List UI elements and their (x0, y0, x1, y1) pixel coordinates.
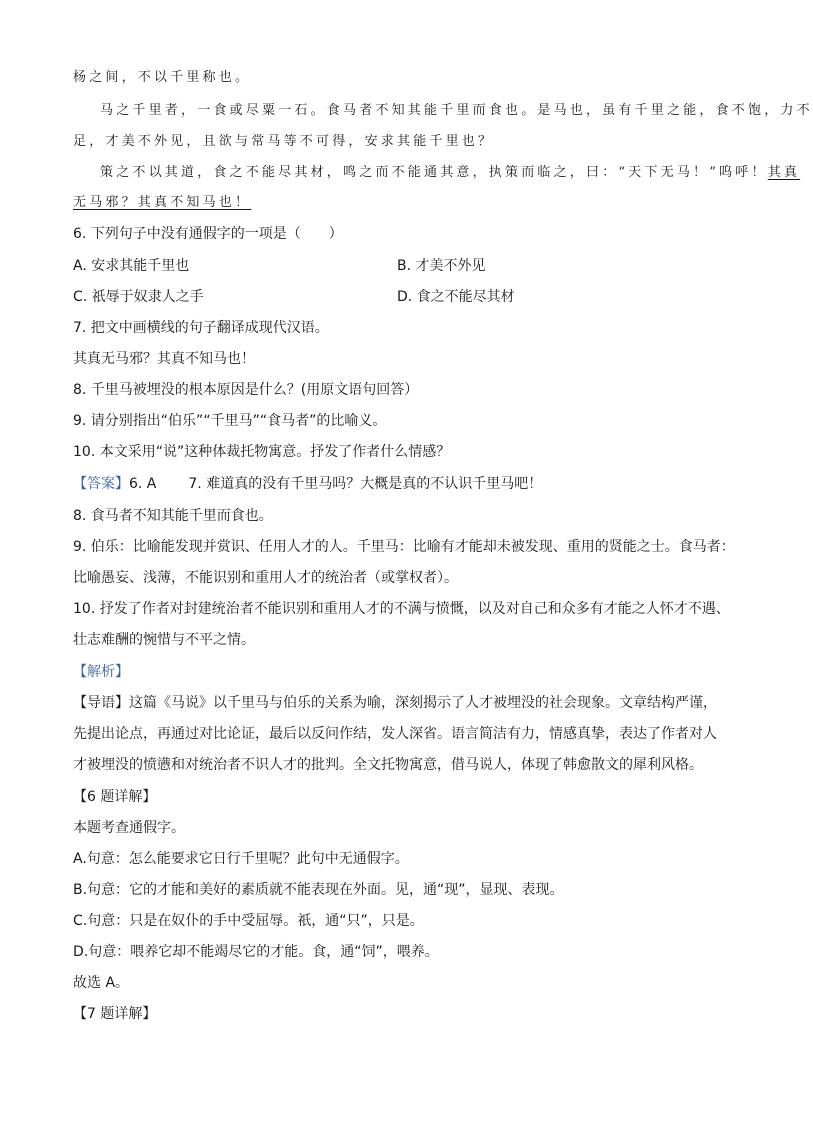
guide-text: 这篇《马说》以千里马与伯乐的关系为喻，深刻揭示了人才被埋没的社会现象。文章结构严谨， (129, 695, 717, 711)
detail-6-option-a: A.句意：怎么能要求它日行千里呢？此句中无通假字。 (73, 851, 409, 867)
question-10: 10. 本文采用“说”这种体裁托物寓意。抒发了作者什么情感？ (73, 444, 451, 460)
passage-line (73, 191, 251, 210)
option-c: C. 祇辱于奴隶人之手 (73, 289, 204, 305)
answer-10-line: 10. 抒发了作者对封建统治者不能识别和重用人才的不满与愤慨，以及对自己和众多有才能之人怀才不遇、 (73, 601, 730, 617)
passage-line (100, 161, 800, 180)
detail-6-intro: 本题考查通假字。 (73, 820, 185, 836)
question-9: 9. 请分别指出“伯乐”“千里马”“食马者”的比喻义。 (73, 413, 387, 429)
option-b: B. 才美不外见 (397, 258, 486, 274)
answer-8: 8. 食马者不知其能千里而食也。 (73, 508, 273, 524)
guide-line: 先提出论点，再通过对比论证，最后以反问作结，发人深省。语言简洁有力，情感真挚，表达了作者对人 (73, 726, 717, 742)
guide-label: 【导语】 (73, 695, 129, 711)
passage-line: 足，才美不外见，且欲与常马等不可得，安求其能千里也？ (73, 134, 495, 149)
underlined-sentence: 无马邪？其真不知马也！ (73, 195, 252, 210)
answer-9-line: 9. 伯乐：比喻能发现并赏识、任用人才的人。千里马：比喻有才能却未被发现、重用的贤能之士。食马者： (73, 539, 735, 555)
guide-line (73, 692, 717, 712)
underlined-sentence: 其真 (767, 165, 801, 180)
detail-7-label: 【7 题详解】 (73, 1006, 157, 1022)
detail-6-option-d: D.句意：喂养它却不能竭尽它的才能。食，通“饲”，喂养。 (73, 944, 439, 960)
answer-7: 7. 难道真的没有千里马吗？大概是真的不认识千里马吧！ (188, 476, 543, 492)
answer-9-line: 比喻愚妄、浅薄，不能识别和重用人才的统治者（或掌权者）。 (73, 570, 458, 586)
passage-line: 马之千里者，一食或尽粟一石。食马者不知其能千里而食也。是马也，虽有千里之能，食不饱，力不 (100, 103, 813, 118)
passage-line: 杨之间，不以千里称也。 (73, 70, 252, 85)
answer-line (73, 473, 542, 493)
option-d: D. 食之不能尽其材 (397, 289, 515, 305)
question-7-sentence: 其真无马邪？其真不知马也！ (73, 351, 255, 367)
answer-label: 【答案】 (73, 476, 129, 492)
detail-6-label: 【6 题详解】 (73, 789, 157, 805)
question-6: 6. 下列句子中没有通假字的一项是（ ） (73, 226, 343, 242)
answer-6: 6. A (129, 476, 157, 492)
question-8: 8. 千里马被埋没的根本原因是什么？(用原文语句回答） (73, 382, 419, 398)
guide-line: 才被埋没的愤懑和对统治者不识人才的批判。全文托物寓意，借马说人，体现了韩愈散文的犀利风格。 (73, 757, 703, 773)
detail-6-option-b: B.句意：它的才能和美好的素质就不能表现在外面。见，通“现”，显现、表现。 (73, 882, 564, 898)
option-a: A. 安求其能千里也 (73, 258, 190, 274)
answer-10-line: 壮志难酬的惋惜与不平之情。 (73, 632, 255, 648)
detail-6-option-c: C.句意：只是在奴仆的手中受屈辱。祇，通“只”，只是。 (73, 913, 424, 929)
passage-text: 策之不以其道，食之不能尽其材，鸣之而不能通其意，执策而临之，曰：“天下无马！”呜呼！ (100, 165, 768, 180)
detail-6-conclusion: 故选 A。 (73, 975, 130, 991)
analysis-label: 【解析】 (73, 664, 129, 680)
question-7: 7. 把文中画横线的句子翻译成现代汉语。 (73, 320, 329, 336)
